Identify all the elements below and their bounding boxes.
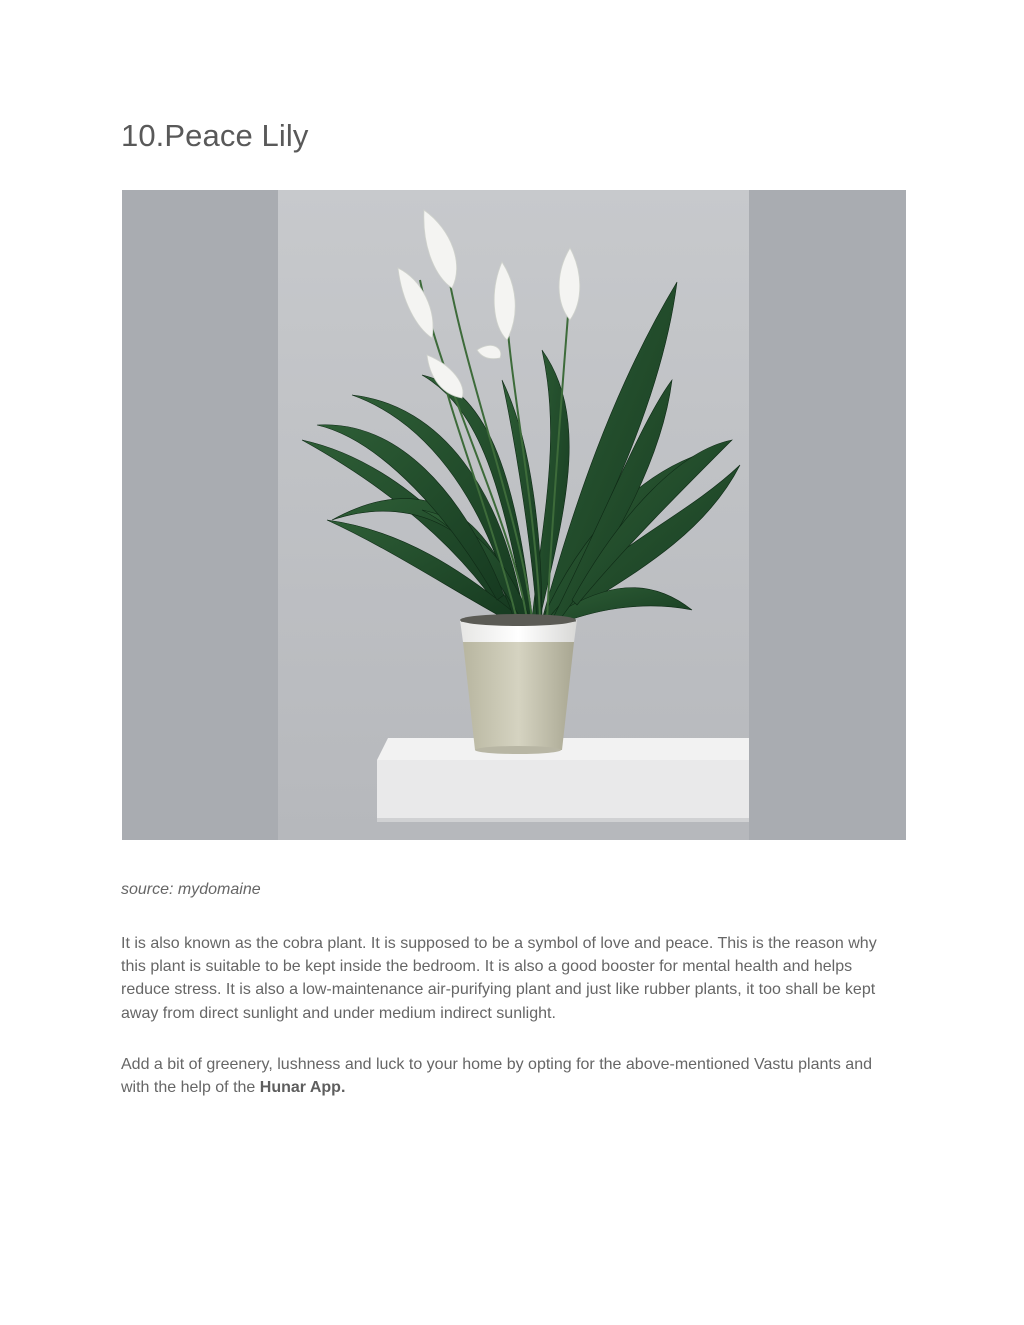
- paragraph-conclusion-text: Add a bit of greenery, lushness and luck to your home by opting for the above-mentioned Vastu plants and with the help of the: [121, 1056, 872, 1097]
- paragraph-conclusion: [121, 1053, 896, 1099]
- page-title: 10.Peace Lily: [121, 118, 309, 153]
- white-shelf: [377, 738, 749, 822]
- ceramic-pot: [460, 614, 577, 754]
- peace-lily-photo: [122, 190, 906, 840]
- image-caption: source: mydomaine: [121, 881, 261, 898]
- app-name: Hunar App.: [259, 1079, 346, 1097]
- paragraph-description: It is also known as the cobra plant. It is supposed to be a symbol of love and peace. This is the reason why this plant is suitable to be kept inside the bedroom. It is also a good booster for mental health and helps reduce stress. It is also a low-maintenance air-purifying plant and just like rubber plants, it too shall be kept away from direct sunlight and under medium indirect sunlight.: [121, 935, 877, 1022]
